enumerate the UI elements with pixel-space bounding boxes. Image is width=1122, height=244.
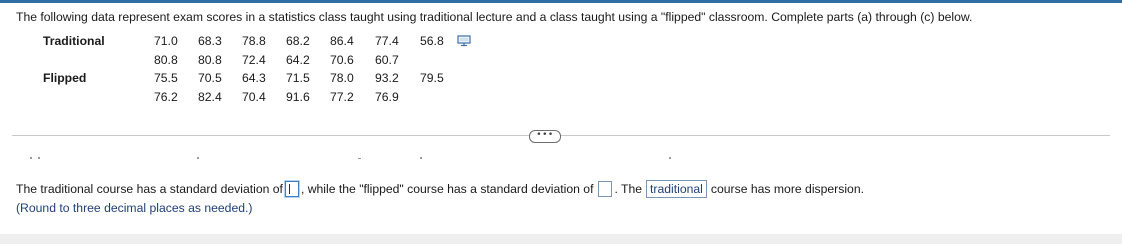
answer-sentence	[16, 179, 864, 199]
data-cell: 70.5	[198, 71, 222, 85]
decorative-mark	[30, 157, 32, 159]
flipped-sd-input[interactable]	[598, 181, 612, 197]
data-cell: 75.5	[154, 71, 178, 85]
footer-bar	[0, 234, 1122, 244]
flipped-label: Flipped	[43, 71, 87, 85]
decorative-mark	[358, 158, 361, 159]
data-cell: 78.0	[330, 71, 354, 85]
data-cell: 72.4	[242, 53, 266, 67]
data-cell: 77.4	[375, 34, 399, 48]
data-cell: 91.6	[286, 90, 310, 104]
data-cell: 71.5	[286, 71, 310, 85]
answer-text: , while the "flipped" course has a standard deviation of	[300, 182, 594, 196]
data-cell: 68.3	[198, 34, 222, 48]
data-cell: 76.2	[154, 90, 178, 104]
data-cell: 71.0	[154, 34, 178, 48]
data-cell: 77.2	[330, 90, 354, 104]
show-more-button[interactable]: •••	[529, 130, 561, 143]
data-cell: 80.8	[154, 53, 178, 67]
data-cell: 76.9	[375, 90, 399, 104]
decorative-mark	[197, 157, 199, 159]
decorative-mark	[420, 157, 422, 159]
section-divider	[12, 135, 1110, 136]
answer-text: course has more dispersion.	[710, 182, 864, 196]
traditional-sd-input[interactable]	[285, 181, 299, 197]
data-cell: 70.4	[242, 90, 266, 104]
data-cell: 56.8	[420, 34, 444, 48]
data-cell: 68.2	[286, 34, 310, 48]
decorative-mark	[38, 157, 40, 159]
data-cell: 60.7	[375, 53, 399, 67]
answer-text: . The	[614, 182, 643, 196]
question-intro: The following data represent exam scores in a statistics class taught using traditional lecture and a class taught using a "flipped" classroom. Complete parts (a) through (c) below.	[16, 10, 973, 24]
data-cell: 86.4	[330, 34, 354, 48]
copy-data-icon[interactable]	[457, 35, 471, 47]
traditional-label: Traditional	[43, 34, 105, 48]
data-cell: 80.8	[198, 53, 222, 67]
data-cell: 64.2	[286, 53, 310, 67]
data-cell: 93.2	[375, 71, 399, 85]
data-cell: 64.3	[242, 71, 266, 85]
data-cell: 82.4	[198, 90, 222, 104]
top-accent-bar	[0, 0, 1122, 3]
answer-text: The traditional course has a standard deviation of	[16, 182, 283, 196]
data-cell: 70.6	[330, 53, 354, 67]
data-cell: 78.8	[242, 34, 266, 48]
dispersion-choice-dropdown[interactable]: traditional	[646, 180, 707, 198]
decorative-mark	[669, 157, 671, 159]
rounding-note: (Round to three decimal places as needed.)	[16, 201, 253, 215]
data-cell: 79.5	[420, 71, 444, 85]
